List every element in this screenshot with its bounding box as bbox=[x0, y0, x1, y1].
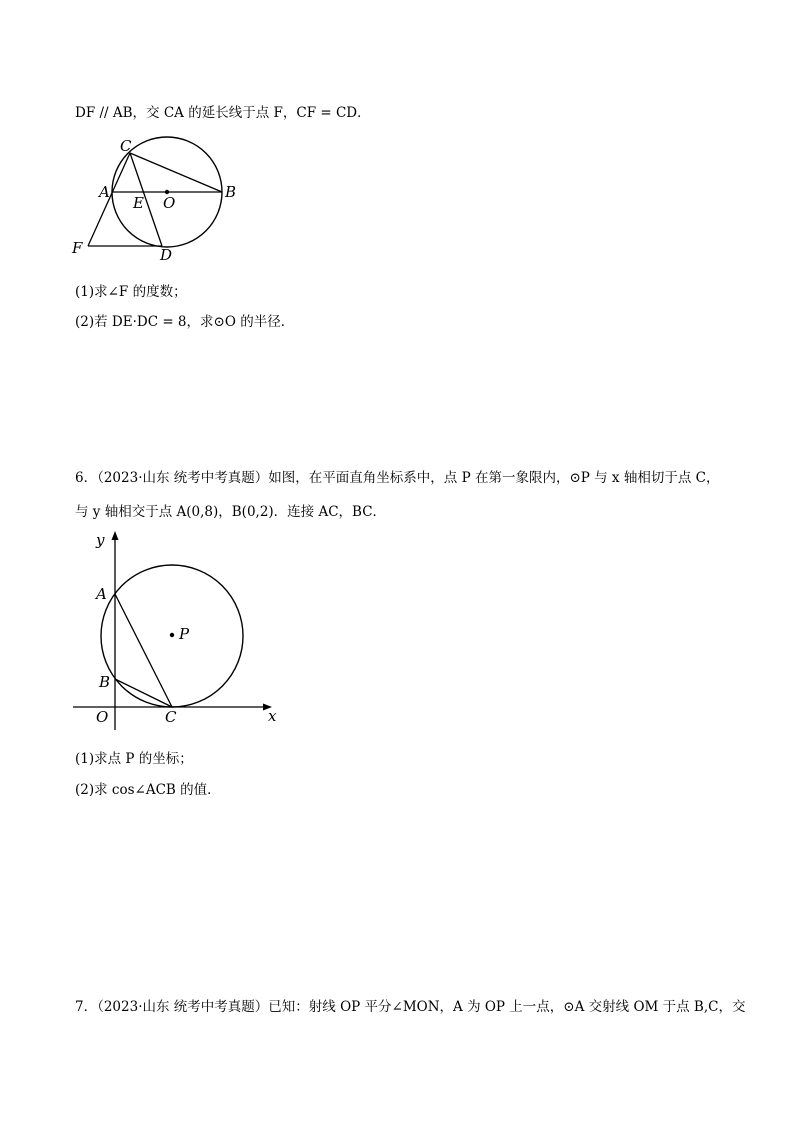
label-y: y bbox=[96, 531, 105, 549]
y-axis-arrow-icon bbox=[112, 531, 119, 540]
problem6-line-2: 与 y 轴相交于点 A(0,8)，B(0,2)．连接 AC，BC． bbox=[75, 504, 387, 520]
problem6-line-1: 6．（2023·山东 统考中考真题）如图，在平面直角坐标系中，点 P 在第一象限内，⊙P 与 x 轴相切于点 C， bbox=[75, 470, 720, 486]
point-P bbox=[170, 633, 174, 637]
label-D: D bbox=[160, 246, 173, 264]
label-C: C bbox=[120, 137, 132, 155]
problem5-intro: DF // AB，交 CA 的延长线于点 F，CF = CD． bbox=[75, 105, 371, 121]
label-B: B bbox=[225, 183, 237, 201]
label-x: x bbox=[268, 707, 277, 725]
label-P: P bbox=[179, 625, 190, 643]
label-B: B bbox=[99, 673, 111, 691]
label-A: A bbox=[96, 585, 107, 603]
label-C: C bbox=[165, 708, 177, 726]
label-O: O bbox=[96, 708, 109, 726]
problem5-question-2: (2)若 DE·DC = 8，求⊙O 的半径． bbox=[75, 314, 295, 330]
segment-AC bbox=[115, 594, 172, 707]
problem6-question-1: (1)求点 P 的坐标； bbox=[75, 751, 193, 767]
problem7-line-1: 7．（2023·山东 统考中考真题）已知：射线 OP 平分∠MON，A 为 OP 上一点，⊙A 交射线 OM 于点 B,C，交 bbox=[75, 999, 746, 1015]
problem6-question-2: (2)求 cos∠ACB 的值． bbox=[75, 782, 221, 798]
label-O: O bbox=[163, 194, 176, 212]
segment-BC bbox=[115, 679, 172, 707]
label-F: F bbox=[72, 239, 83, 257]
label-E: E bbox=[133, 194, 144, 212]
label-A: A bbox=[99, 183, 110, 201]
problem5-question-1: (1)求∠F 的度数； bbox=[75, 284, 187, 300]
